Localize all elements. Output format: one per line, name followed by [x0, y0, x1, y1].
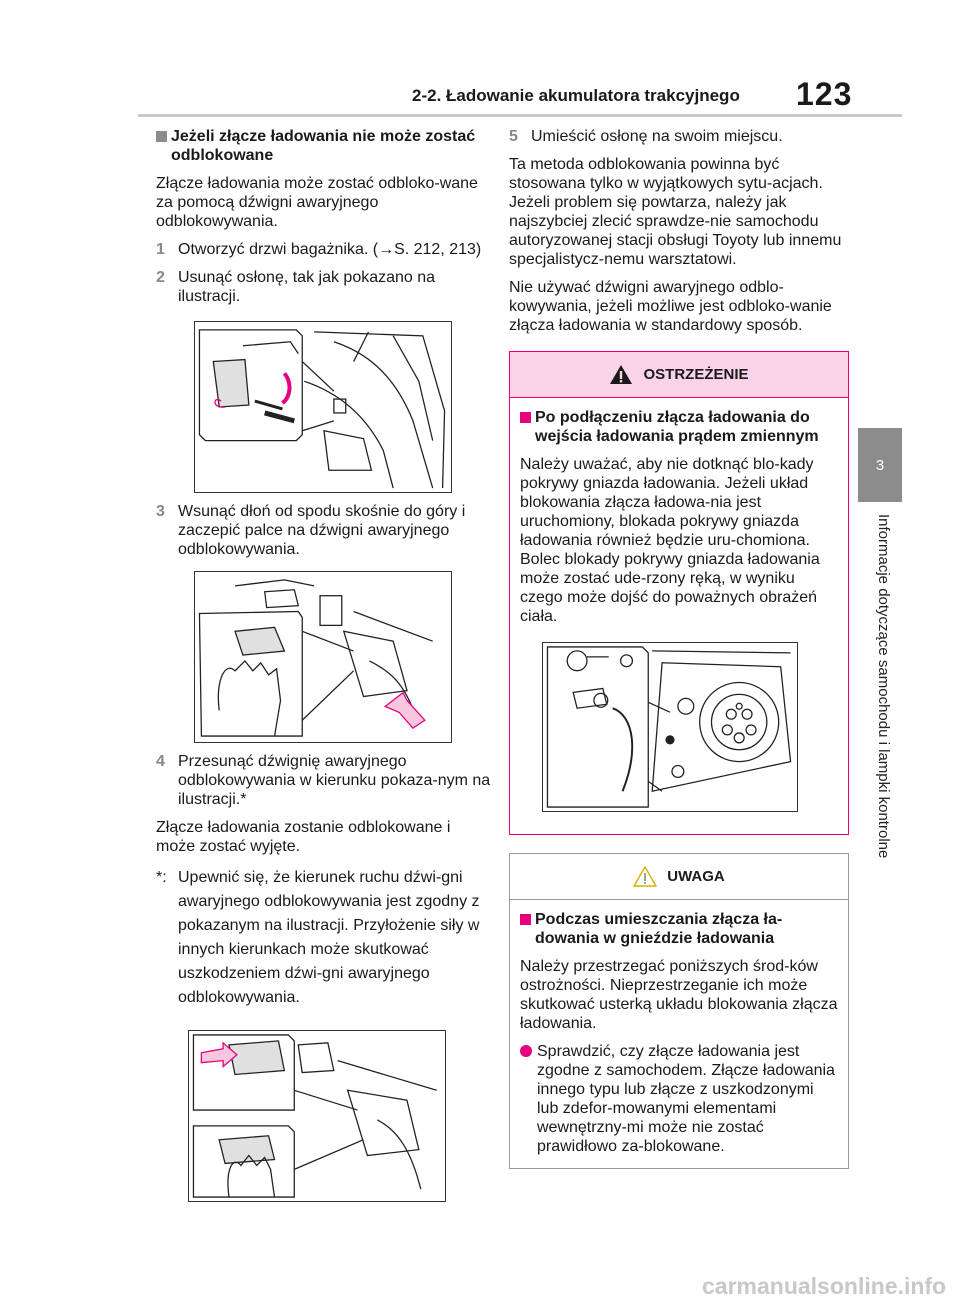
- step-2: 2 Usunąć osłonę, tak jak pokazano na ilustracji.: [156, 269, 436, 305]
- subheading: Jeżeli złącze ładowania nie może zostać odblokowane: [156, 127, 492, 165]
- warning-text: Należy uważać, aby nie dotknąć blo-kady pokrywy gniazda ładowania. Jeżeli układ blokowania złącza ładowa-nia jest uruchomiony, blokada pokrywy gniazda ładowania również będzie uru-chomiona. Bolec blokady pokrywy gniazda ładowania może zostać ude-rzony ręką, w wyniku czego może dojść do poważnych obrażeń ciała.: [520, 456, 820, 625]
- notice-body: [510, 900, 848, 1168]
- step-4: 4 Przesunąć dźwignię awaryjnego odblokowywania w kierunku pokaza-nym na ilustracji.*: [156, 753, 491, 808]
- chapter-title: Informacje dotyczące samochodu i lampki kontrolne: [875, 514, 892, 859]
- warning-box: [509, 351, 849, 835]
- notice-subheading: Podczas umieszczania złącza ła-dowania w gnieździe ładowania: [520, 910, 838, 948]
- notice-box: [509, 853, 849, 1169]
- step-5: 5 Umieścić osłonę na swoim miejscu.: [509, 128, 783, 145]
- illustration-remove-cover: [194, 321, 452, 493]
- chapter-tab: 3: [858, 428, 902, 502]
- notice-header: [510, 854, 848, 900]
- warning-body: [510, 398, 848, 834]
- section-title: 2-2. Ładowanie akumulatora trakcyjnego: [412, 86, 740, 105]
- round-bullet-icon: [520, 1045, 532, 1057]
- notice-text: Należy przestrzegać poniższych środ-ków ostrożności. Nieprzestrzeganie ich może skutkować usterką układu blokowania złącza ładowania.: [520, 958, 838, 1032]
- paragraph-do-not-use: Nie używać dźwigni awaryjnego odblo-kowywania, jeżeli możliwe jest odbloko-wanie złącza ładowania w standardowy sposób.: [509, 279, 832, 334]
- square-bullet-icon: [156, 131, 167, 142]
- square-bullet-icon: [520, 412, 531, 423]
- caution-triangle-icon: [633, 866, 657, 887]
- illustration-slide-lever: [188, 1030, 446, 1202]
- left-column: [156, 127, 492, 1202]
- notice-bullet: Sprawdzić, czy złącze ładowania jest zgodne z samochodem. Złącze ładowania innego typu lub złącze z uszkodzonymi lub zdefor-mowanymi elementami wewnętrzny-mi może nie zostać prawidłowo za-blokowane.: [520, 1042, 838, 1156]
- header-divider: [138, 114, 902, 117]
- after-text: Złącze ładowania zostanie odblokowane i może zostać wyjęte.: [156, 819, 451, 855]
- right-column: [509, 127, 849, 1169]
- warning-header: [510, 352, 848, 398]
- footnote: *: Upewnić się, że kierunek ruchu dźwi-gni awaryjnego odblokowywania jest zgodny z pokazanym na ilustracji. Przyłożenie siły w innych kierunkach może skutkować uszkodzeniem dźwi-gni awaryjnego odblokowywania.: [156, 869, 480, 1006]
- warning-triangle-icon: [609, 364, 633, 385]
- square-bullet-icon: [520, 914, 531, 925]
- page-number: 123: [796, 76, 853, 112]
- illustration-charging-inlet: [542, 642, 798, 812]
- paragraph-exceptional-use: Ta metoda odblokowania powinna być stosowana tylko w wyjątkowych sytu-acjach. Jeżeli problem się powtarza, należy jak najszybciej zlecić sprawdze-nie samochodu autoryzowanej stacji obsługi Toyoty lub innemu specjalistycz-nemu warsztatowi.: [509, 156, 842, 268]
- step-3: 3 Wsunąć dłoń od spodu skośnie do góry i zaczepić palce na dźwigni awaryjnego odblokowywania.: [156, 503, 466, 558]
- notice-title: UWAGA: [667, 868, 725, 885]
- step-1: 1 Otworzyć drzwi bagażnika. (→S. 212, 213): [156, 241, 482, 258]
- intro-paragraph: Złącze ładowania może zostać odbloko-wane za pomocą dźwigni awaryjnego odblokowywania.: [156, 175, 478, 230]
- warning-title: OSTRZEŻENIE: [643, 366, 749, 383]
- warning-subheading: Po podłączeniu złącza ładowania do wejścia ładowania prądem zmiennym: [520, 408, 838, 446]
- illustration-reach-lever: [194, 571, 452, 743]
- watermark: carmanualsonline.info: [702, 1273, 947, 1299]
